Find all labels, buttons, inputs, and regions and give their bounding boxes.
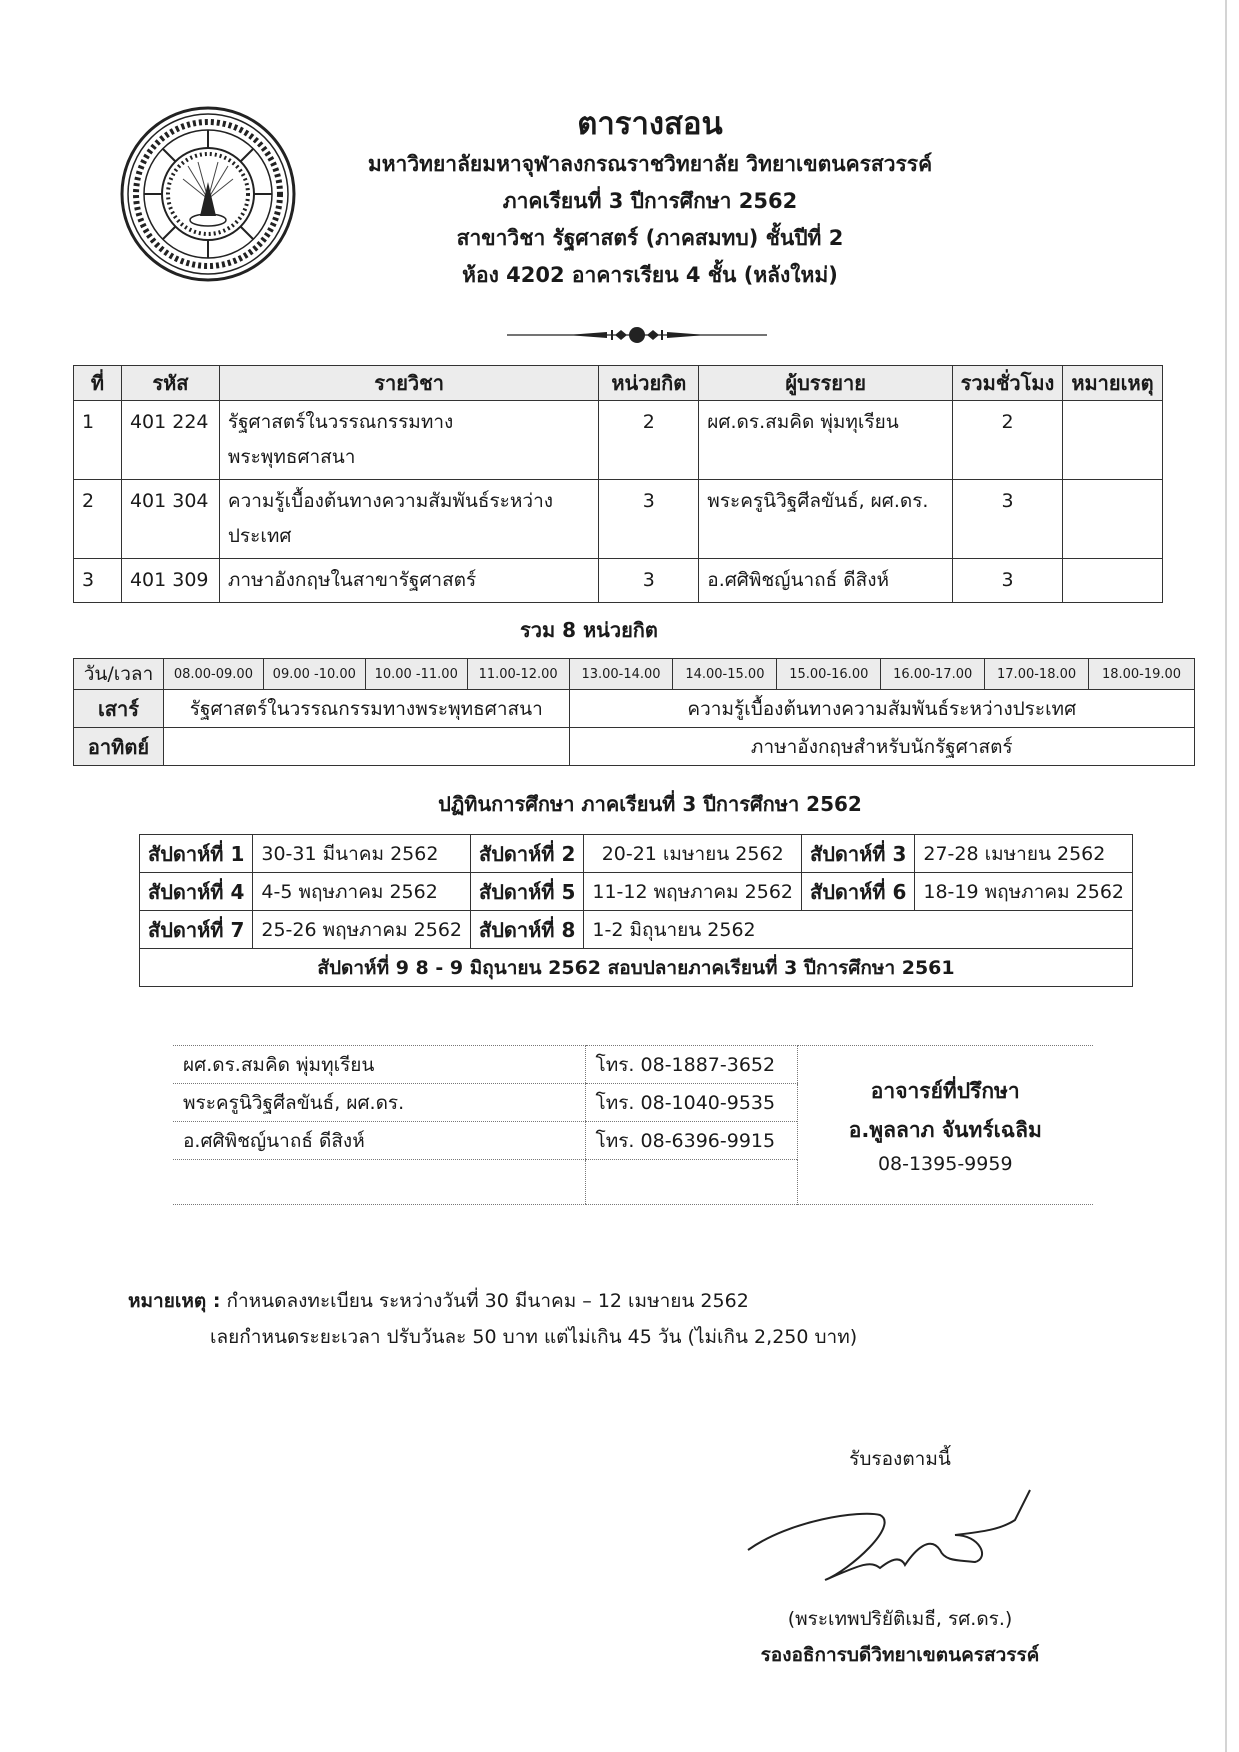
afternoon-class: ภาษาอังกฤษสำหรับนักรัฐศาสตร์ <box>569 728 1194 766</box>
time-slot: 14.00-15.00 <box>673 659 777 690</box>
contact-name: พระครูนิวิฐศีลขันธ์, ผศ.ดร. <box>173 1084 585 1122</box>
calendar-row <box>140 873 1133 911</box>
course-remark <box>1062 401 1162 480</box>
registration-note <box>128 1283 857 1355</box>
table-row <box>74 559 1163 603</box>
morning-class: รัฐศาสตร์ในวรรณกรรมทางพระพุทธศาสนา <box>163 690 569 728</box>
signature-image <box>730 1480 1060 1590</box>
course-name: ภาษาอังกฤษในสาขารัฐศาสตร์ <box>219 559 598 603</box>
advisor-box <box>797 1046 1093 1205</box>
afternoon-class: ความรู้เบื้องต้นทางความสัมพันธ์ระหว่างประเทศ <box>569 690 1194 728</box>
calendar-row <box>140 835 1133 873</box>
advisor-phone: 08-1395-9959 <box>877 1153 1013 1175</box>
header-credits: หน่วยกิต <box>599 366 699 401</box>
note-line1: กำหนดลงทะเบียน ระหว่างวันที่ 30 มีนาคม – 12 เมษายน 2562 <box>226 1290 749 1312</box>
time-slot: 09.00 -10.00 <box>263 659 365 690</box>
course-code: 401 309 <box>121 559 219 603</box>
course-credits: 3 <box>599 480 699 559</box>
course-hours: 3 <box>953 480 1063 559</box>
week-date: 4-5 พฤษภาคม 2562 <box>253 873 471 911</box>
timetable-header <box>74 659 1195 690</box>
week-date: 25-26 พฤษภาคม 2562 <box>253 911 471 949</box>
lecturer-contact-table <box>173 1045 1093 1205</box>
time-slot: 15.00-16.00 <box>777 659 881 690</box>
course-lecturer: อ.ศศิพิชญ์นาถธ์ ดีสิงห์ <box>699 559 953 603</box>
header-hours: รวมชั่วโมง <box>953 366 1063 401</box>
course-no: 3 <box>74 559 122 603</box>
header-course-name: รายวิชา <box>219 366 598 401</box>
header-no: ที่ <box>74 366 122 401</box>
document-title: ตารางสอน <box>577 106 723 142</box>
day-label: เสาร์ <box>74 690 164 728</box>
course-lecturer: พระครูนิวิฐศีลขันธ์, ผศ.ดร. <box>699 480 953 559</box>
header-lecturer: ผู้บรรยาย <box>699 366 953 401</box>
program-line: สาขาวิชา รัฐศาสตร์ (ภาคสมทบ) ชั้นปีที่ 2 <box>456 226 844 250</box>
course-name <box>219 401 598 480</box>
week-date: 18-19 พฤษภาคม 2562 <box>915 873 1133 911</box>
calendar-row-final <box>140 949 1133 987</box>
contact-name <box>173 1160 585 1205</box>
morning-class <box>163 728 569 766</box>
contact-name: อ.ศศิพิชญ์นาถธ์ ดีสิงห์ <box>173 1122 585 1160</box>
course-no: 2 <box>74 480 122 559</box>
week-label: สัปดาห์ที่ 3 <box>802 835 915 873</box>
time-slot: 17.00-18.00 <box>985 659 1089 690</box>
note-line2: เลยกำหนดระยะเวลา ปรับวันละ 50 บาท แต่ไม่เกิน 45 วัน (ไม่เกิน 2,250 บาท) <box>210 1326 858 1348</box>
timetable-row-sunday <box>74 728 1195 766</box>
course-code: 401 224 <box>121 401 219 480</box>
note-label: หมายเหตุ : <box>128 1290 221 1312</box>
table-row <box>74 480 1163 559</box>
day-label: อาทิตย์ <box>74 728 164 766</box>
week-label: สัปดาห์ที่ 5 <box>471 873 584 911</box>
signer-name: (พระเทพปริยัติเมธี, รศ.ดร.) <box>787 1608 1013 1630</box>
institution-name: มหาวิทยาลัยมหาจุฬาลงกรณราชวิทยาลัย วิทยาเขตนครสวรรค์ <box>367 152 933 176</box>
course-name-line1: รัฐศาสตร์ในวรรณกรรมทาง <box>227 411 454 433</box>
table-row <box>74 401 1163 480</box>
course-remark <box>1062 559 1162 603</box>
week-label: สัปดาห์ที่ 1 <box>140 835 253 873</box>
ornament-divider <box>507 322 767 348</box>
course-no: 1 <box>74 401 122 480</box>
weekly-timetable <box>73 658 1195 766</box>
time-slot: 16.00-17.00 <box>881 659 985 690</box>
total-credits: รวม 8 หน่วยกิต <box>520 618 658 642</box>
semester-line: ภาคเรียนที่ 3 ปีการศึกษา 2562 <box>502 189 798 213</box>
course-credits: 3 <box>599 559 699 603</box>
calendar-row <box>140 911 1133 949</box>
week-date: 27-28 เมษายน 2562 <box>915 835 1133 873</box>
contact-phone: โทร. 08-6396-9915 <box>585 1122 797 1160</box>
course-table <box>73 365 1163 603</box>
contact-phone <box>585 1160 797 1205</box>
day-time-corner: วัน/เวลา <box>74 659 164 690</box>
week-date: 20-21 เมษายน 2562 <box>584 835 802 873</box>
time-slot: 13.00-14.00 <box>569 659 673 690</box>
academic-calendar-table <box>139 834 1133 987</box>
course-name-line2: พระพุทธศาสนา <box>227 446 356 468</box>
calendar-title: ปฏิทินการศึกษา ภาคเรียนที่ 3 ปีการศึกษา 2562 <box>438 792 862 816</box>
contact-row <box>173 1046 1093 1084</box>
week-date: 1-2 มิถุนายน 2562 <box>584 911 1133 949</box>
course-remark <box>1062 480 1162 559</box>
room-line: ห้อง 4202 อาคารเรียน 4 ชั้น (หลังใหม่) <box>462 263 838 287</box>
final-exam-week: สัปดาห์ที่ 9 8 - 9 มิถุนายน 2562 สอบปลายภาคเรียนที่ 3 ปีการศึกษา 2561 <box>140 949 1133 987</box>
course-code: 401 304 <box>121 480 219 559</box>
course-hours: 2 <box>953 401 1063 480</box>
university-seal-logo <box>118 104 298 284</box>
contact-phone: โทร. 08-1040-9535 <box>585 1084 797 1122</box>
week-date: 11-12 พฤษภาคม 2562 <box>584 873 802 911</box>
week-label: สัปดาห์ที่ 6 <box>802 873 915 911</box>
scan-edge-line <box>1225 0 1227 1752</box>
course-name-line2: ประเทศ <box>227 525 292 547</box>
time-slot: 18.00-19.00 <box>1089 659 1195 690</box>
week-label: สัปดาห์ที่ 4 <box>140 873 253 911</box>
course-name-line1: ความรู้เบื้องต้นทางความสัมพันธ์ระหว่าง <box>227 490 554 512</box>
course-hours: 3 <box>953 559 1063 603</box>
header-remark: หมายเหตุ <box>1062 366 1162 401</box>
course-lecturer: ผศ.ดร.สมคิด พุ่มทุเรียน <box>699 401 953 480</box>
contact-name: ผศ.ดร.สมคิด พุ่มทุเรียน <box>173 1046 585 1084</box>
week-label: สัปดาห์ที่ 8 <box>471 911 584 949</box>
signer-position: รองอธิการบดีวิทยาเขตนครสวรรค์ <box>760 1644 1040 1666</box>
course-credits: 2 <box>599 401 699 480</box>
advisor-title: อาจารย์ที่ปรึกษา <box>870 1079 1020 1103</box>
course-table-header <box>74 366 1163 401</box>
time-slot: 08.00-09.00 <box>163 659 263 690</box>
time-slot: 11.00-12.00 <box>467 659 569 690</box>
header-code: รหัส <box>121 366 219 401</box>
timetable-row-saturday <box>74 690 1195 728</box>
time-slot: 10.00 -11.00 <box>365 659 467 690</box>
week-label: สัปดาห์ที่ 2 <box>471 835 584 873</box>
week-label: สัปดาห์ที่ 7 <box>140 911 253 949</box>
week-date: 30-31 มีนาคม 2562 <box>253 835 471 873</box>
course-name <box>219 480 598 559</box>
contact-phone: โทร. 08-1887-3652 <box>585 1046 797 1084</box>
advisor-name: อ.พูลลาภ จันทร์เฉลิม <box>848 1118 1042 1142</box>
certify-text: รับรองตามนี้ <box>849 1448 951 1470</box>
